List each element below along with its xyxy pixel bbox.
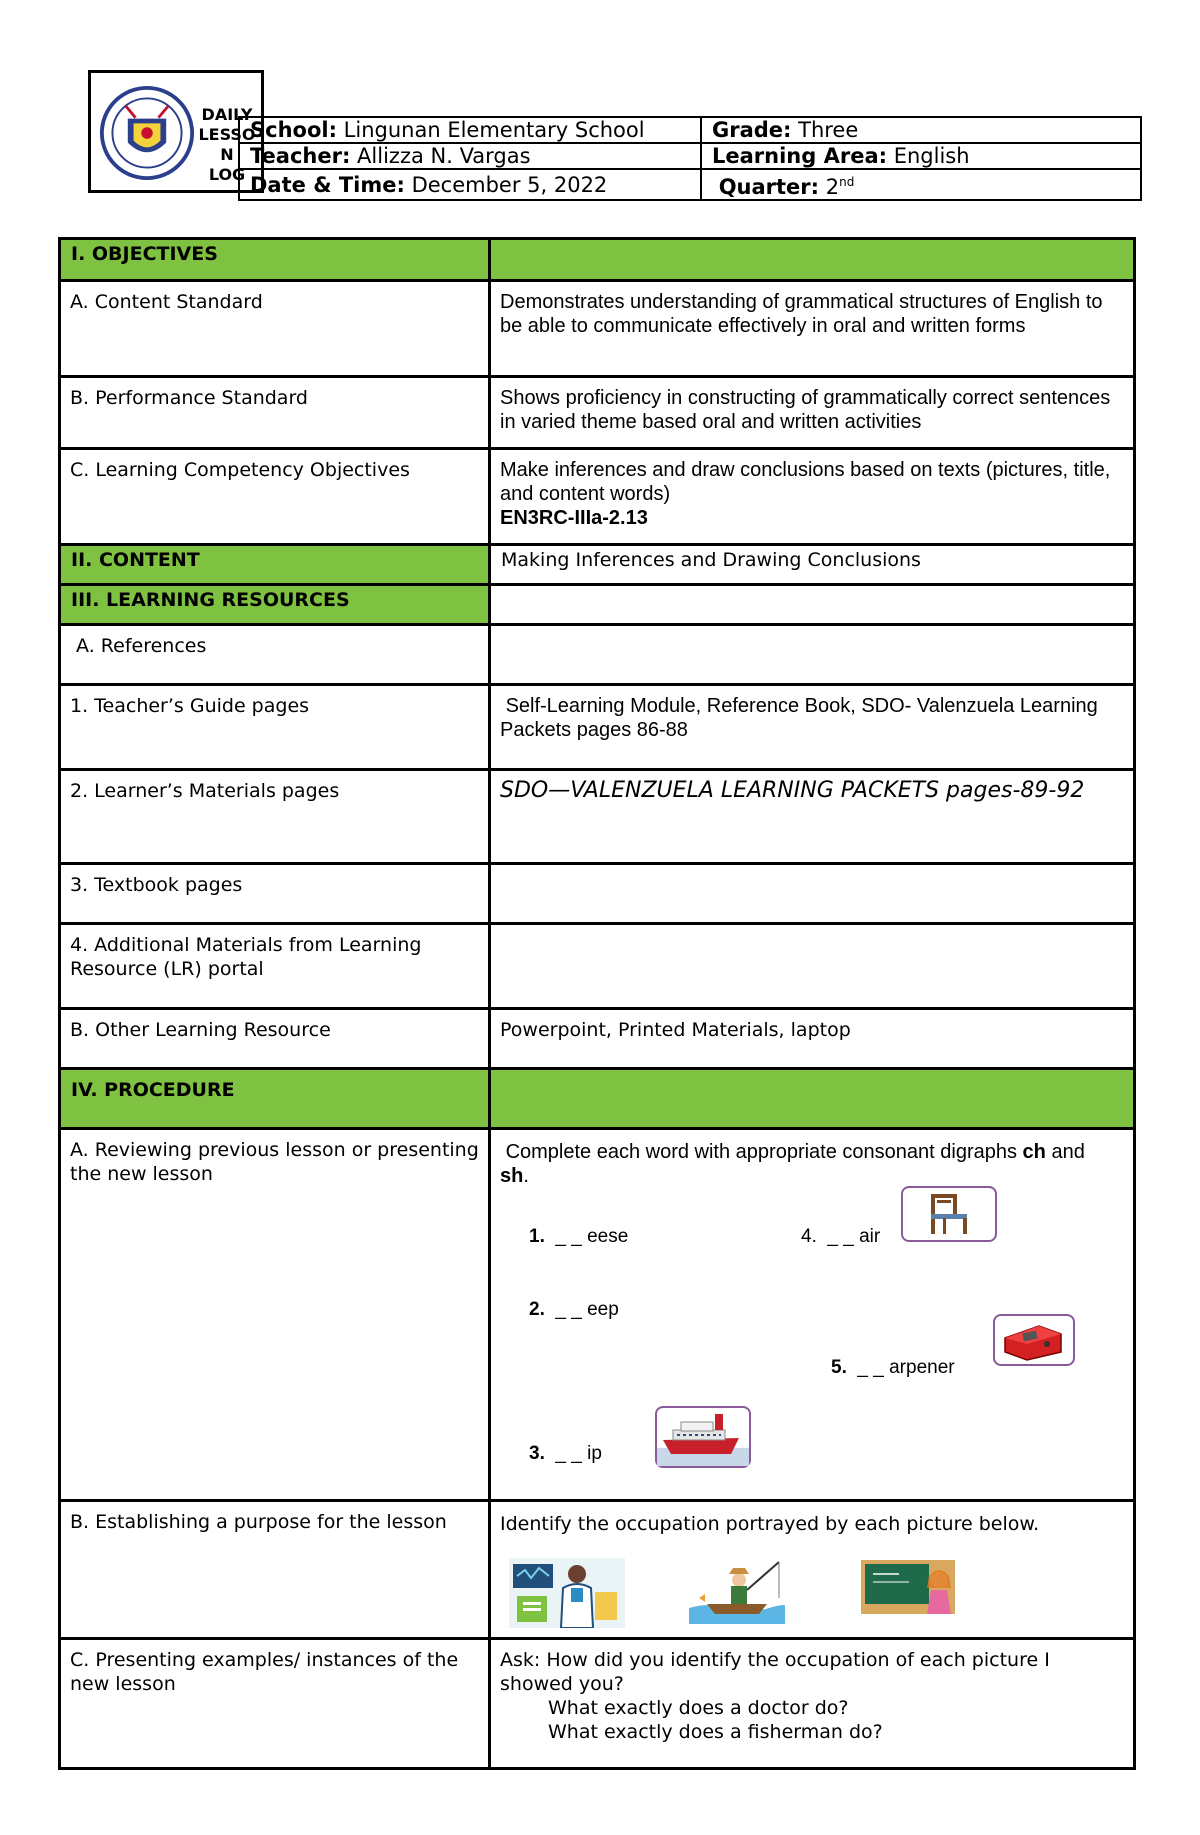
learner-materials-label: 2. Learner’s Materials pages [60, 770, 490, 864]
deped-seal-icon [99, 85, 195, 181]
teacher-cell: Teacher: Allizza N. Vargas [239, 143, 701, 169]
examples-label: C. Presenting examples/ instances of the new lesson [60, 1639, 490, 1769]
resources-heading: III. LEARNING RESOURCES [60, 585, 490, 625]
competency-value [490, 449, 1135, 545]
reviewing-value [490, 1129, 1135, 1501]
header-table [238, 116, 1142, 201]
purpose-content [491, 1502, 1133, 1634]
chair-picture [901, 1186, 997, 1242]
competency-code: EN3RC-IIIa-2.13 [500, 507, 648, 529]
purpose-value [490, 1501, 1135, 1639]
content-standard-value: Demonstrates understanding of grammatical structures of English to be able to communicate effectively in oral and written forms [490, 281, 1135, 377]
resources-heading-blank [490, 585, 1135, 625]
competency-text: Make inferences and draw conclusions based on texts (pictures, title, and content words) [500, 459, 1111, 505]
chair-icon [903, 1188, 995, 1240]
sharpener-icon [995, 1316, 1073, 1364]
exercise-item-1: 1. _ _ eese [529, 1226, 629, 1247]
other-resource-label: B. Other Learning Resource [60, 1009, 490, 1069]
references-value [490, 625, 1135, 685]
additional-materials-label: 4. Additional Materials from Learning Resource (LR) portal [60, 924, 490, 1009]
references-label: A. References [60, 625, 490, 685]
exercise-item-4: 4. _ _ air [801, 1226, 881, 1247]
quarter-cell: Quarter: 2nd [701, 169, 1141, 200]
teacher-guide-label: 1. Teacher’s Guide pages [60, 685, 490, 770]
content-heading: II. CONTENT [60, 545, 490, 585]
exercise-item-3: 3. _ _ ip [529, 1443, 602, 1464]
exercise-item-5: 5. _ _ arpener [831, 1357, 955, 1378]
performance-standard-label: B. Performance Standard [60, 377, 490, 449]
lesson-plan-table [58, 237, 1136, 1770]
examples-ask: Ask: How did you identify the occupation of each picture I showed you? [500, 1649, 1050, 1695]
exercise-item-2: 2. _ _ eep [529, 1299, 619, 1320]
daily-lesson-log-label: DAILY LESSO N LOG [198, 105, 256, 184]
ship-icon [657, 1408, 749, 1466]
textbook-value [490, 864, 1135, 924]
purpose-text: Identify the occupation portrayed by each picture below. [500, 1513, 1040, 1535]
purpose-label: B. Establishing a purpose for the lesson [60, 1501, 490, 1639]
performance-standard-value: Shows proficiency in constructing of grammatically correct sentences in varied theme based oral and written activities [490, 377, 1135, 449]
doctor-picture-icon [509, 1558, 625, 1628]
content-standard-label: A. Content Standard [60, 281, 490, 377]
competency-label: C. Learning Competency Objectives [60, 449, 490, 545]
grade-cell: Grade: Three [701, 117, 1141, 143]
objectives-heading: I. OBJECTIVES [60, 239, 490, 281]
content-value: Making Inferences and Drawing Conclusions [490, 545, 1135, 585]
procedure-heading: IV. PROCEDURE [60, 1069, 490, 1129]
reviewing-label: A. Reviewing previous lesson or presenting the new lesson [60, 1129, 490, 1501]
sharpener-picture [993, 1314, 1075, 1366]
reviewing-content [491, 1130, 1133, 1496]
teacher-guide-value: Self-Learning Module, Reference Book, SDO- Valenzuela Learning Packets pages 86-88 [490, 685, 1135, 770]
ship-picture [655, 1406, 751, 1468]
additional-materials-value [490, 924, 1135, 1009]
other-resource-value: Powerpoint, Printed Materials, laptop [490, 1009, 1135, 1069]
examples-question-1: What exactly does a doctor do? [548, 1697, 849, 1719]
examples-question-2: What exactly does a fisherman do? [548, 1721, 883, 1743]
reviewing-instruction: Complete each word with appropriate consonant digraphs ch and sh. [500, 1141, 1085, 1187]
procedure-heading-blank [490, 1069, 1135, 1129]
examples-value [490, 1639, 1135, 1769]
learning-area-cell: Learning Area: English [701, 143, 1141, 169]
teacher-picture-icon [859, 1558, 957, 1616]
date-time-cell: Date & Time: December 5, 2022 [239, 169, 701, 200]
fisherman-picture-icon [689, 1558, 785, 1624]
objectives-heading-blank [490, 239, 1135, 281]
textbook-label: 3. Textbook pages [60, 864, 490, 924]
learner-materials-value: SDO—VALENZUELA LEARNING PACKETS pages-89-92 [490, 770, 1135, 864]
school-cell: School: Lingunan Elementary School [239, 117, 701, 143]
